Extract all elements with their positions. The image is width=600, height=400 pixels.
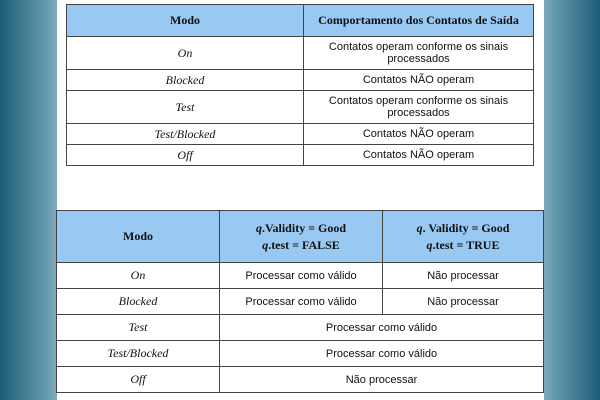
mode-cell: Off <box>67 145 304 166</box>
mode-cell: On <box>57 263 220 289</box>
table-header-row <box>57 211 544 263</box>
test-true-cell: Não processar <box>383 263 544 289</box>
behavior-cell: Contatos NÃO operam <box>304 70 534 91</box>
behavior-cell: Contatos NÃO operam <box>304 124 534 145</box>
mode-cell: Off <box>57 367 220 393</box>
validity-test-processing-table <box>56 210 544 393</box>
header-line: q.test = TRUE <box>426 237 500 252</box>
mode-cell: Test <box>67 91 304 124</box>
table-row <box>57 315 544 341</box>
mode-cell: Test/Blocked <box>57 341 220 367</box>
behavior-cell: Contatos NÃO operam <box>304 145 534 166</box>
mode-cell: Test <box>57 315 220 341</box>
mode-cell: Test/Blocked <box>67 124 304 145</box>
test-false-cell: Processar como válido <box>220 263 383 289</box>
table-row <box>57 263 544 289</box>
table-row <box>57 289 544 315</box>
merged-cell: Processar como válido <box>220 341 544 367</box>
table-row <box>67 91 534 124</box>
output-contacts-behavior-table <box>66 4 534 166</box>
header-line: q.test = FALSE <box>262 237 340 252</box>
mode-cell: On <box>67 37 304 70</box>
header-test-true <box>383 211 544 263</box>
test-true-cell: Não processar <box>383 289 544 315</box>
merged-cell: Processar como válido <box>220 315 544 341</box>
header-mode: Modo <box>67 5 304 37</box>
mode-cell: Blocked <box>67 70 304 91</box>
table-row <box>67 70 534 91</box>
test-false-cell: Processar como válido <box>220 289 383 315</box>
behavior-cell: Contatos operam conforme os sinais processados <box>304 91 534 124</box>
header-contacts-behavior: Comportamento dos Contatos de Saída <box>304 5 534 37</box>
merged-cell: Não processar <box>220 367 544 393</box>
header-test-false <box>220 211 383 263</box>
behavior-cell: Contatos operam conforme os sinais processados <box>304 37 534 70</box>
header-line: q. Validity = Good <box>416 220 510 235</box>
table-row <box>67 124 534 145</box>
header-line: q.Validity = Good <box>255 220 347 235</box>
table-header-row <box>67 5 534 37</box>
table-row <box>67 145 534 166</box>
mode-cell: Blocked <box>57 289 220 315</box>
header-mode: Modo <box>57 211 220 263</box>
table-row <box>67 37 534 70</box>
table-row <box>57 341 544 367</box>
table-row <box>57 367 544 393</box>
